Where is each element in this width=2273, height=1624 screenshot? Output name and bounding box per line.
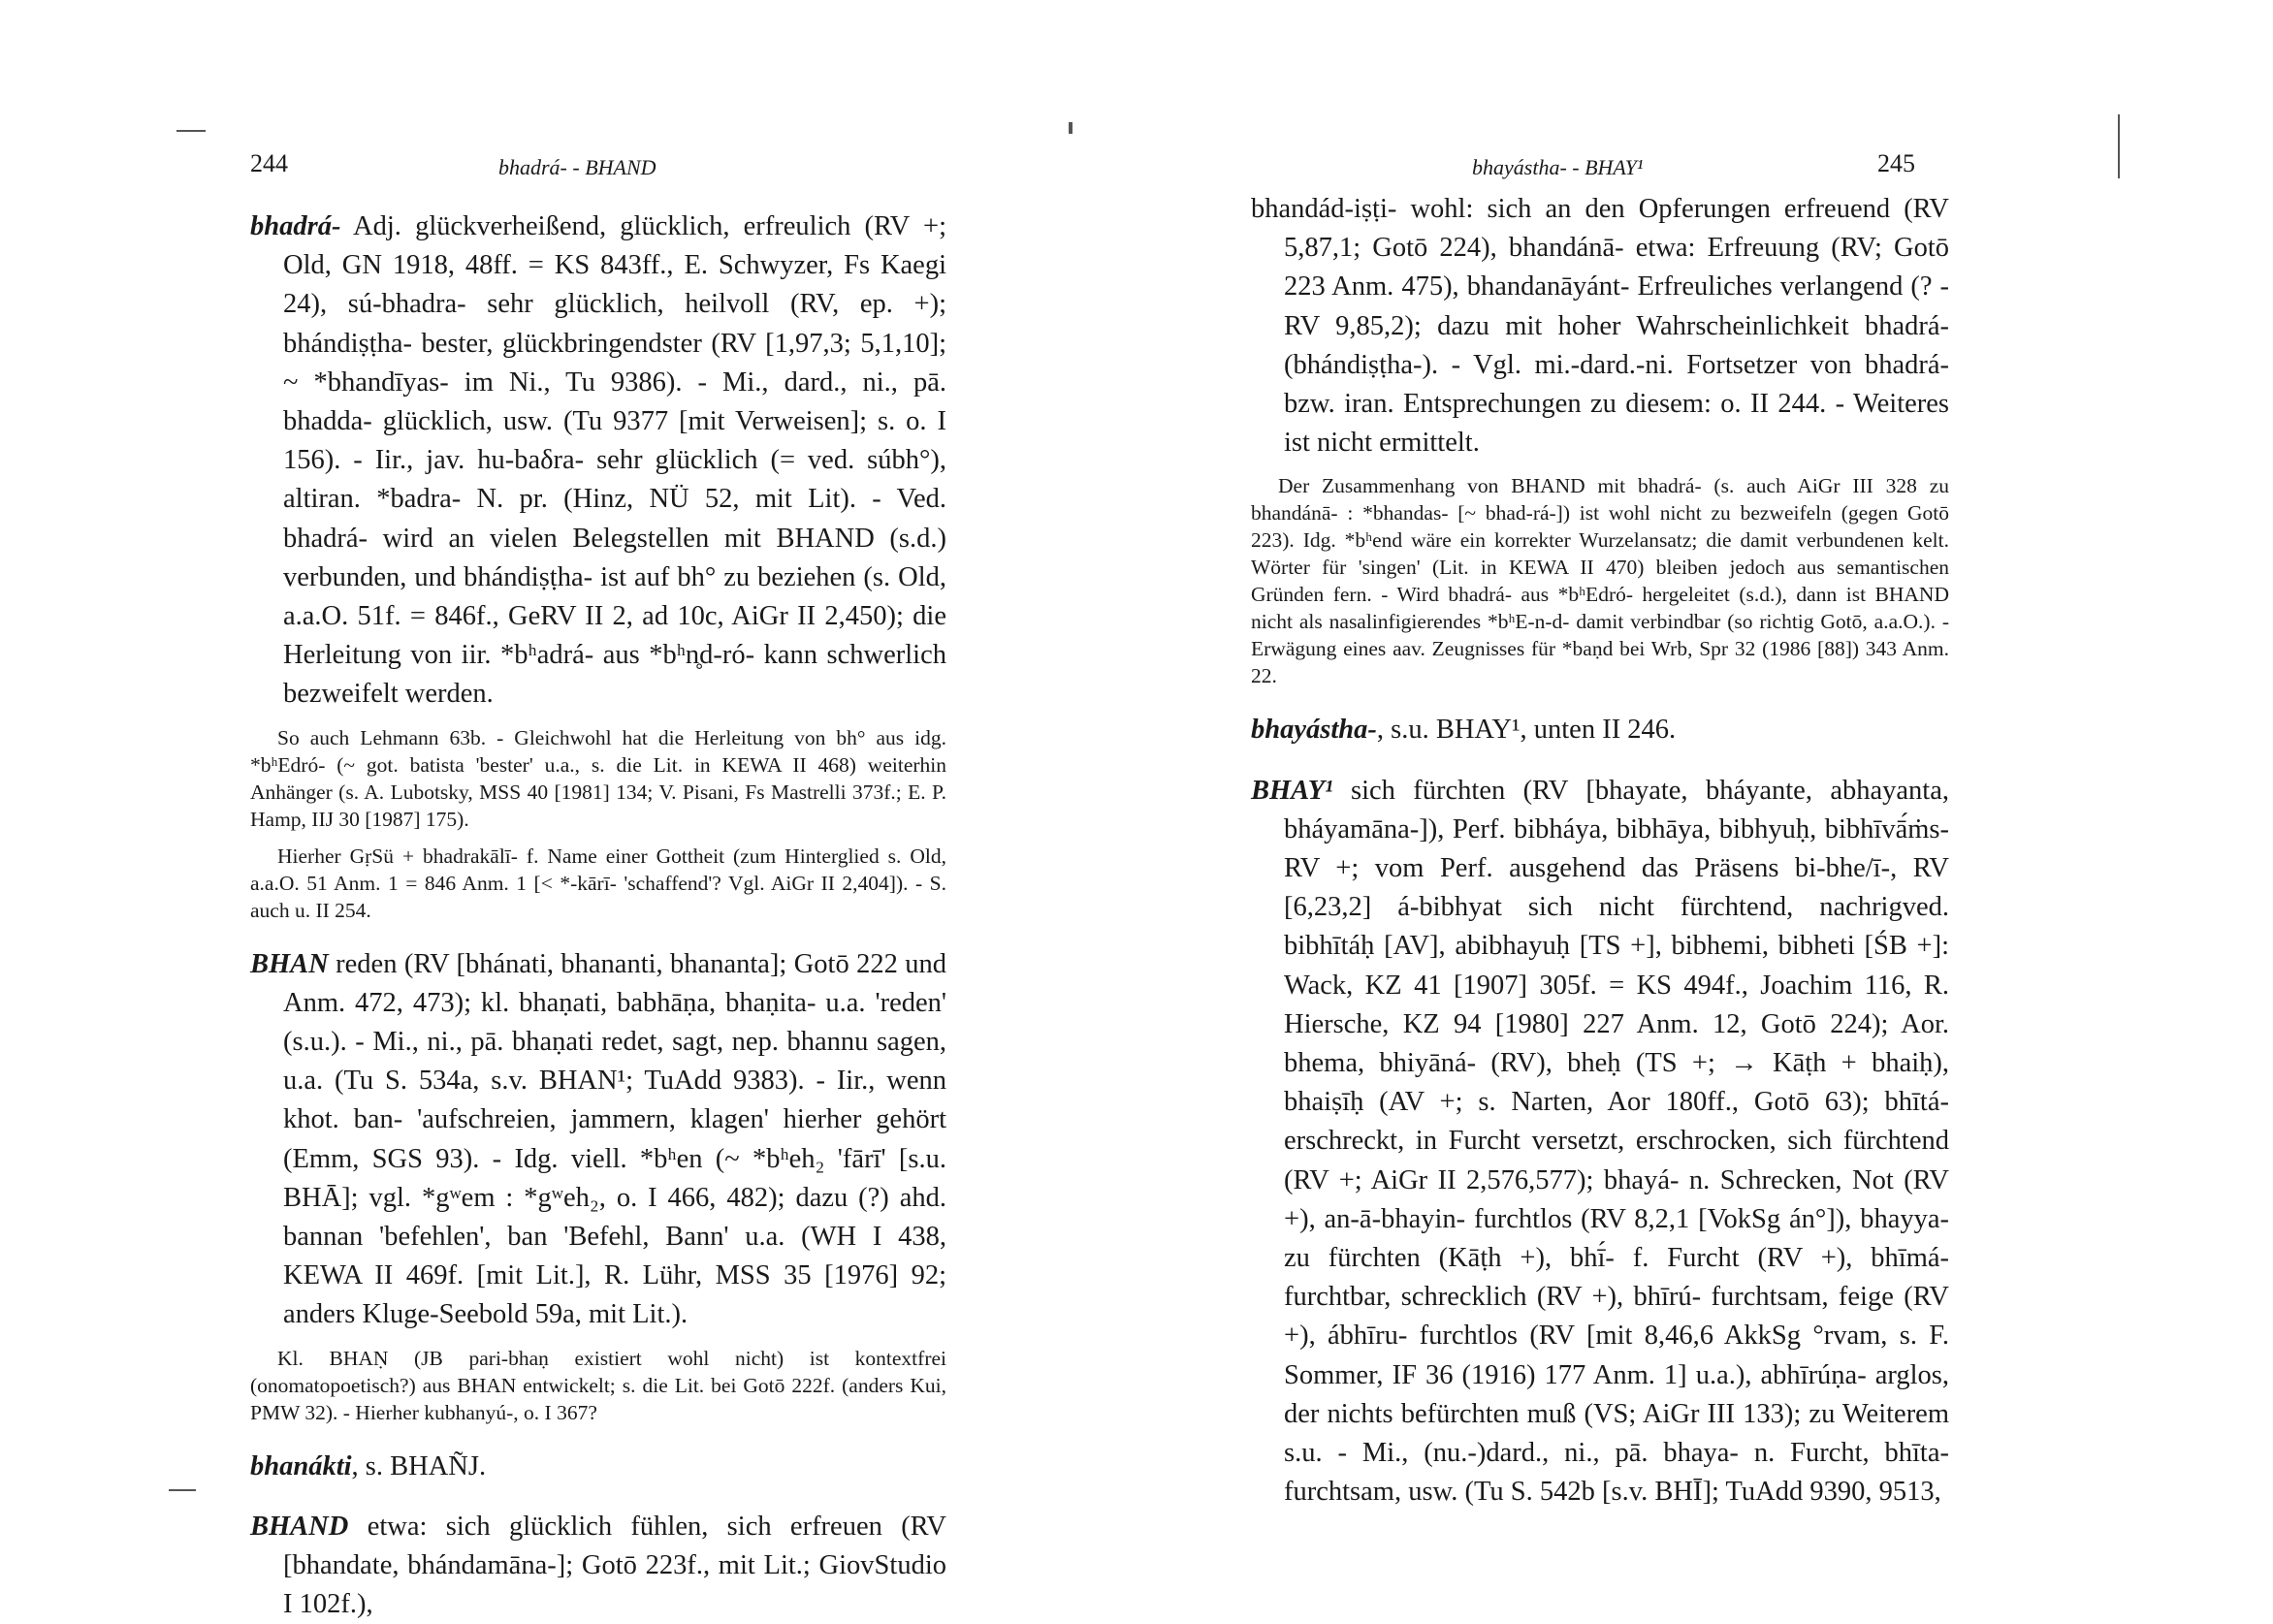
block-gap — [1251, 689, 1949, 711]
dictionary-entry — [250, 207, 946, 715]
dictionary-entry — [1251, 772, 1949, 1513]
entry-body: reden (RV [bhánati, bhananti, bhananta]; Gotō 222 und Anm. 472, 473); kl. bhaṇati, babhāṇa, bhaṇita- u.a. 'reden' (s.u.). - Mi., ni., pā. bhaṇati redet, sagt, nep. bhannu sagen, u.a. (Tu S. 534a, s.v. BHAN¹; TuAdd 9383). - Iir., wenn khot. ban- 'aufschreien, jammern, klagen' hierher gehört (Emm, SGS 93). - Idg. viell. *bʰen (~ *bʰeh₂ 'fārī' [s.u. BHĀ]; vgl. *gʷem : *gʷeh₂, o. I 466, 482); dazu (?) ahd. bannan 'befehlen', ban 'Befehl, Bann' u.a. (WH I 438, KEWA II 469f. [mit Lit.], R. Lühr, MSS 35 [1976] 92; anders Kluge-Seebold 59a, mit Lit.). — [283, 948, 946, 1330]
entry-continuation — [1251, 190, 1949, 462]
entry-headword: bhadrá- — [250, 211, 341, 241]
entry-body: bhandád-iṣṭi- wohl: sich an den Opferungen erfreuend (RV 5,87,1; Gotō 224), bhandánā- etwa: Erfreuung (RV; Gotō 223 Anm. 475), bhandanāyánt- Erfreuliches verlangend (? - RV 9,85,2); dazu mit hoher Wahrscheinlichkeit bhadrá- (bhándiṣṭha-). - Vgl. mi.-dard.-ni. Fortsetzer von bhadrá- bzw. iran. Entsprechungen zu diesem: o. II 244. - Weiteres ist nicht ermittelt. — [1251, 194, 1949, 459]
dictionary-entry — [250, 1508, 946, 1624]
footnote-paragraph: So auch Lehmann 63b. - Gleichwohl hat die Herleitung von bh° aus idg. *bʰEdró- (~ got. batista 'bester' u.a., s. die Lit. in KEWA II 468) weiterhin Anhänger (s. A. Lubotsky, MSS 40 [1981] 134; V. Pisani, Fs Mastrelli 373f.; E. P. Hamp, IIJ 30 [1987] 175). — [250, 725, 946, 831]
footnote-paragraph: Der Zusammenhang von BHAND mit bhadrá- (s. auch AiGr III 328 zu bhandánā- : *bhandas- [~ bhad-rá-]) ist wohl nicht zu bezweifeln (gegen Gotō 223). Idg. *bʰend wäre ein korrekter Wurzelansatz; die damit verbundenen kelt. Wörter für 'singen' (Lit. in KEWA II 470) bleiben jedoch aus semantischen Gründen fern. - Wird bhadrá- aus *bʰEdró- hergeleitet (s.d.), dann ist BHAND nicht als nasalinfigierendes *bʰE-n-d- damit verbindbar (so richtig Gotō, a.a.O.). - Erwägung eines aav. Zeugnisses für *baṇd bei Wrb, Spr 32 (1986 [88]) 343 Anm. 22. — [1251, 474, 1949, 688]
entry-headword: BHAY¹ — [1251, 775, 1333, 806]
footnote-paragraph: Kl. BHAṆ (JB pari-bhaṇ existiert wohl nicht) ist kontextfrei (onomatopoetisch?) aus BHAN entwickelt; s. die Lit. bei Gotō 222f. (anders Kui, PMW 32). - Hierher kubhanyú-, o. I 367? — [250, 1346, 946, 1424]
entry-headword: BHAND — [250, 1511, 349, 1542]
entry-headword: bhayástha- — [1251, 715, 1377, 746]
block-gap — [250, 924, 946, 945]
right-page — [1136, 0, 2273, 1606]
dictionary-entry — [1251, 711, 1949, 749]
entry-headword: BHAN — [250, 948, 329, 979]
right-text-column — [1251, 190, 1949, 1512]
left-text-column — [250, 207, 946, 1624]
block-gap — [250, 1426, 946, 1448]
page-number: 244 — [250, 149, 288, 177]
dictionary-entry — [250, 1448, 946, 1486]
running-head: bhayástha- - BHAY¹ — [1472, 155, 1644, 179]
footnote-paragraph: Hierher GṛSü + bhadrakālī- f. Name einer Gottheit (zum Hinterglied s. Old, a.a.O. 51 Anm. 1 = 846 Anm. 1 [< *-kārī- 'schaffend'? Vgl. AiGr II 2,404]). - S. auch u. II 254. — [250, 844, 946, 922]
left-page — [0, 0, 1136, 1620]
entry-body: Adj. glückverheißend, glücklich, erfreulich (RV +; Old, GN 1918, 48ff. = KS 843ff., E. Schwyzer, Fs Kaegi 24), sú-bhadra- sehr glücklich, heilvoll (RV, ep. +); bhándiṣṭha- bester, glückbringendster (RV [1,97,3; 5,1,10]; ~ *bhandīyas- im Ni., Tu 9386). - Mi., dard., ni., pā. bhadda- glücklich, usw. (Tu 9377 [mit Verweisen]; s. o. I 156). - Iir., jav. hu-baδra- sehr glücklich (= ved. súbh°), altiran. *badra- N. pr. (Hinz, NÜ 52, mit Lit). - Ved. bhadrá- wird an vielen Belegstellen mit BHAND (s.d.) verbunden, und bhándiṣṭha- ist auf bh° zu beziehen (s. Old, a.a.O. 51f. = 846f., GeRV II 2, ad 10c, AiGr II 2,450); die Herleitung von iir. *bʰadrá- aus *bʰn̥d-ró- kann schwerlich bezweifelt werden. — [283, 211, 946, 710]
block-gap — [1251, 750, 1949, 772]
block-gap — [250, 1486, 946, 1508]
entry-body: sich fürchten (RV [bhayate, bháyante, abhayanta, bháyamāna-]), Perf. bibháya, bibhāya, bibhyuḥ, bibhīvā́ṁs- RV +; vom Perf. ausgehend das Präsens bi-bhe/ī-, RV [6,23,2] á-bibhyat sich nicht fürchtend, nachrigved. bibhītáḥ [AV], abibhayuḥ [TS +], bibhemi, bibheti [ŚB +]: Wack, KZ 41 [1907] 305f. = KS 494f., Joachim 116, R. Hiersche, KZ 94 [1980] 227 Anm. 12, Gotō 224); Aor. bhema, bhiyāná- (RV), bheḥ (TS +; → Kāṭh + bhaiḥ), bhaiṣīḥ (AV +; s. Narten, Aor 180ff., Gotō 63); bhītá- erschreckt, in Furcht versetzt, erschrocken, sich fürchtend (RV +; AiGr II 2,576,577); bhayá- n. Schrecken, Not (RV +), an-ā-bhayin- furchtlos (RV 8,2,1 [VokSg án°]), bhayya- zu fürchten (Kāṭh +), bhī́- f. Furcht (RV +), bhīmá- furchtbar, schrecklich (RV +), bhīrú- furchtsam, feige (RV +), ábhīru- furchtlos (RV [mit 8,46,6 AkkSg °rvam, s. F. Sommer, IF 36 (1916) 177 Anm. 1] u.a.), abhīrúṇa- arglos, der nichts befürchten muß (VS; AiGr III 133); zu Weiterem s.u. - Mi., (nu.-)dard., ni., pā. bhaya- n. Furcht, bhīta- furchtsam, usw. (Tu S. 542b [s.v. BHĪ]; TuAdd 9390, 9513, — [1284, 775, 1949, 1508]
entry-body: etwa: sich glücklich fühlen, sich erfreuen (RV [bhandate, bhándamāna-]; Gotō 223f., mit Lit.; GiovStudio I 102f.), — [283, 1511, 946, 1620]
page-number: 245 — [1877, 149, 1915, 177]
entry-body: , s. BHAÑJ. — [351, 1450, 487, 1481]
entry-body: , s.u. BHAY¹, unten II 246. — [1376, 715, 1677, 746]
dictionary-entry — [250, 945, 946, 1335]
entry-headword: bhanákti — [250, 1450, 352, 1481]
running-head: bhadrá- - BHAND — [498, 155, 656, 179]
